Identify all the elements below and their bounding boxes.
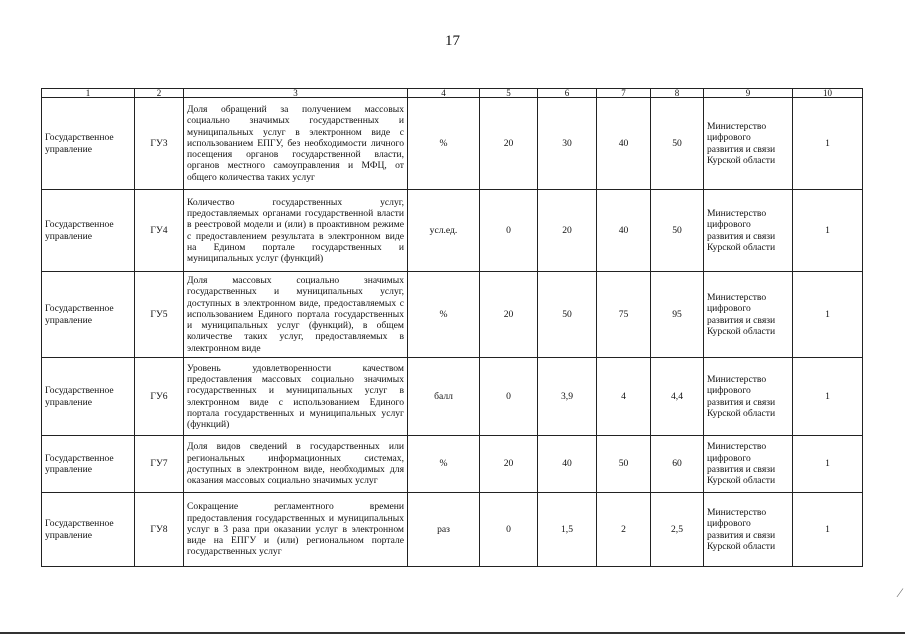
description-cell: Доля массовых социально значимых государственных и муниципальных услуг, доступных в электронном виде, предоставляемых с использованием Единого портала государственных и муниципальных услуг (функций), в общем количестве таких услуг, предоставляемых в электронном виде [184, 272, 408, 358]
table-row [42, 436, 863, 493]
value-cell: 50 [597, 436, 651, 493]
column-header: 8 [651, 89, 704, 98]
unit-cell: % [408, 98, 480, 190]
description-cell: Доля видов сведений в государственных или региональных информационных системах, доступных в электронном виде, необходимых для оказания массовых социально значимых услуг [184, 436, 408, 493]
category-cell: Государственное управление [42, 436, 135, 493]
value-cell: 0 [480, 190, 538, 272]
value-cell: 3,9 [538, 358, 597, 436]
column-header: 1 [42, 89, 135, 98]
code-cell: ГУ7 [135, 436, 184, 493]
page-bottom-edge [0, 632, 905, 634]
code-cell: ГУ6 [135, 358, 184, 436]
page-number: 17 [445, 33, 460, 49]
table-row [42, 98, 863, 190]
column-header: 3 [184, 89, 408, 98]
value-cell: 40 [597, 98, 651, 190]
category-cell: Государственное управление [42, 358, 135, 436]
description-cell: Количество государственных услуг, предоставляемых органами государственной власти в реестровой модели и (или) в проактивном режиме с предоставлением результата в электронном виде на Едином портале государственных и муниципальных услуг (функций) [184, 190, 408, 272]
value-cell: 1 [793, 358, 863, 436]
table-row [42, 358, 863, 436]
value-cell: 1 [793, 272, 863, 358]
organization-cell: Министерство цифрового развития и связи Курской области [704, 190, 793, 272]
table-row [42, 272, 863, 358]
column-header: 4 [408, 89, 480, 98]
scan-mark: ⁄ [898, 585, 901, 600]
value-cell: 20 [480, 98, 538, 190]
value-cell: 2 [597, 493, 651, 567]
description-cell: Уровень удовлетворенности качеством предоставления массовых социально значимых государственных и муниципальных услуг в электронном виде с использованием Единого портала государственных и муниципальных услуг (функций) [184, 358, 408, 436]
unit-cell: % [408, 436, 480, 493]
value-cell: 1 [793, 98, 863, 190]
organization-cell: Министерство цифрового развития и связи Курской области [704, 98, 793, 190]
organization-cell: Министерство цифрового развития и связи Курской области [704, 436, 793, 493]
category-cell: Государственное управление [42, 493, 135, 567]
value-cell: 1 [793, 190, 863, 272]
unit-cell: усл.ед. [408, 190, 480, 272]
category-cell: Государственное управление [42, 272, 135, 358]
unit-cell: балл [408, 358, 480, 436]
category-cell: Государственное управление [42, 98, 135, 190]
value-cell: 4 [597, 358, 651, 436]
value-cell: 0 [480, 493, 538, 567]
value-cell: 50 [651, 98, 704, 190]
column-header: 6 [538, 89, 597, 98]
value-cell: 1 [793, 436, 863, 493]
code-cell: ГУ4 [135, 190, 184, 272]
value-cell: 95 [651, 272, 704, 358]
value-cell: 0 [480, 358, 538, 436]
value-cell: 30 [538, 98, 597, 190]
value-cell: 1 [793, 493, 863, 567]
value-cell: 50 [538, 272, 597, 358]
value-cell: 40 [538, 436, 597, 493]
value-cell: 20 [538, 190, 597, 272]
column-header: 9 [704, 89, 793, 98]
column-header: 2 [135, 89, 184, 98]
column-header: 10 [793, 89, 863, 98]
value-cell: 2,5 [651, 493, 704, 567]
table-row [42, 190, 863, 272]
column-header: 5 [480, 89, 538, 98]
code-cell: ГУ5 [135, 272, 184, 358]
organization-cell: Министерство цифрового развития и связи Курской области [704, 272, 793, 358]
organization-cell: Министерство цифрового развития и связи Курской области [704, 358, 793, 436]
code-cell: ГУ3 [135, 98, 184, 190]
value-cell: 40 [597, 190, 651, 272]
table-row [42, 493, 863, 567]
column-header: 7 [597, 89, 651, 98]
value-cell: 60 [651, 436, 704, 493]
value-cell: 4,4 [651, 358, 704, 436]
unit-cell: % [408, 272, 480, 358]
unit-cell: раз [408, 493, 480, 567]
indicators-table [41, 88, 863, 567]
value-cell: 75 [597, 272, 651, 358]
organization-cell: Министерство цифрового развития и связи Курской области [704, 493, 793, 567]
description-cell: Сокращение регламентного времени предоставления государственных и муниципальных услуг в 3 раза при оказании услуг в электронном виде на ЕПГУ и (или) региональном портале государственных услуг [184, 493, 408, 567]
category-cell: Государственное управление [42, 190, 135, 272]
code-cell: ГУ8 [135, 493, 184, 567]
value-cell: 1,5 [538, 493, 597, 567]
description-cell: Доля обращений за получением массовых социально значимых государственных и муниципальных услуг в электронном виде с использованием ЕПГУ, без необходимости личного посещения органов государственной власти, органов местного самоуправления и МФЦ, от общего количества таких услуг [184, 98, 408, 190]
value-cell: 20 [480, 272, 538, 358]
column-number-row [42, 89, 863, 98]
value-cell: 20 [480, 436, 538, 493]
value-cell: 50 [651, 190, 704, 272]
